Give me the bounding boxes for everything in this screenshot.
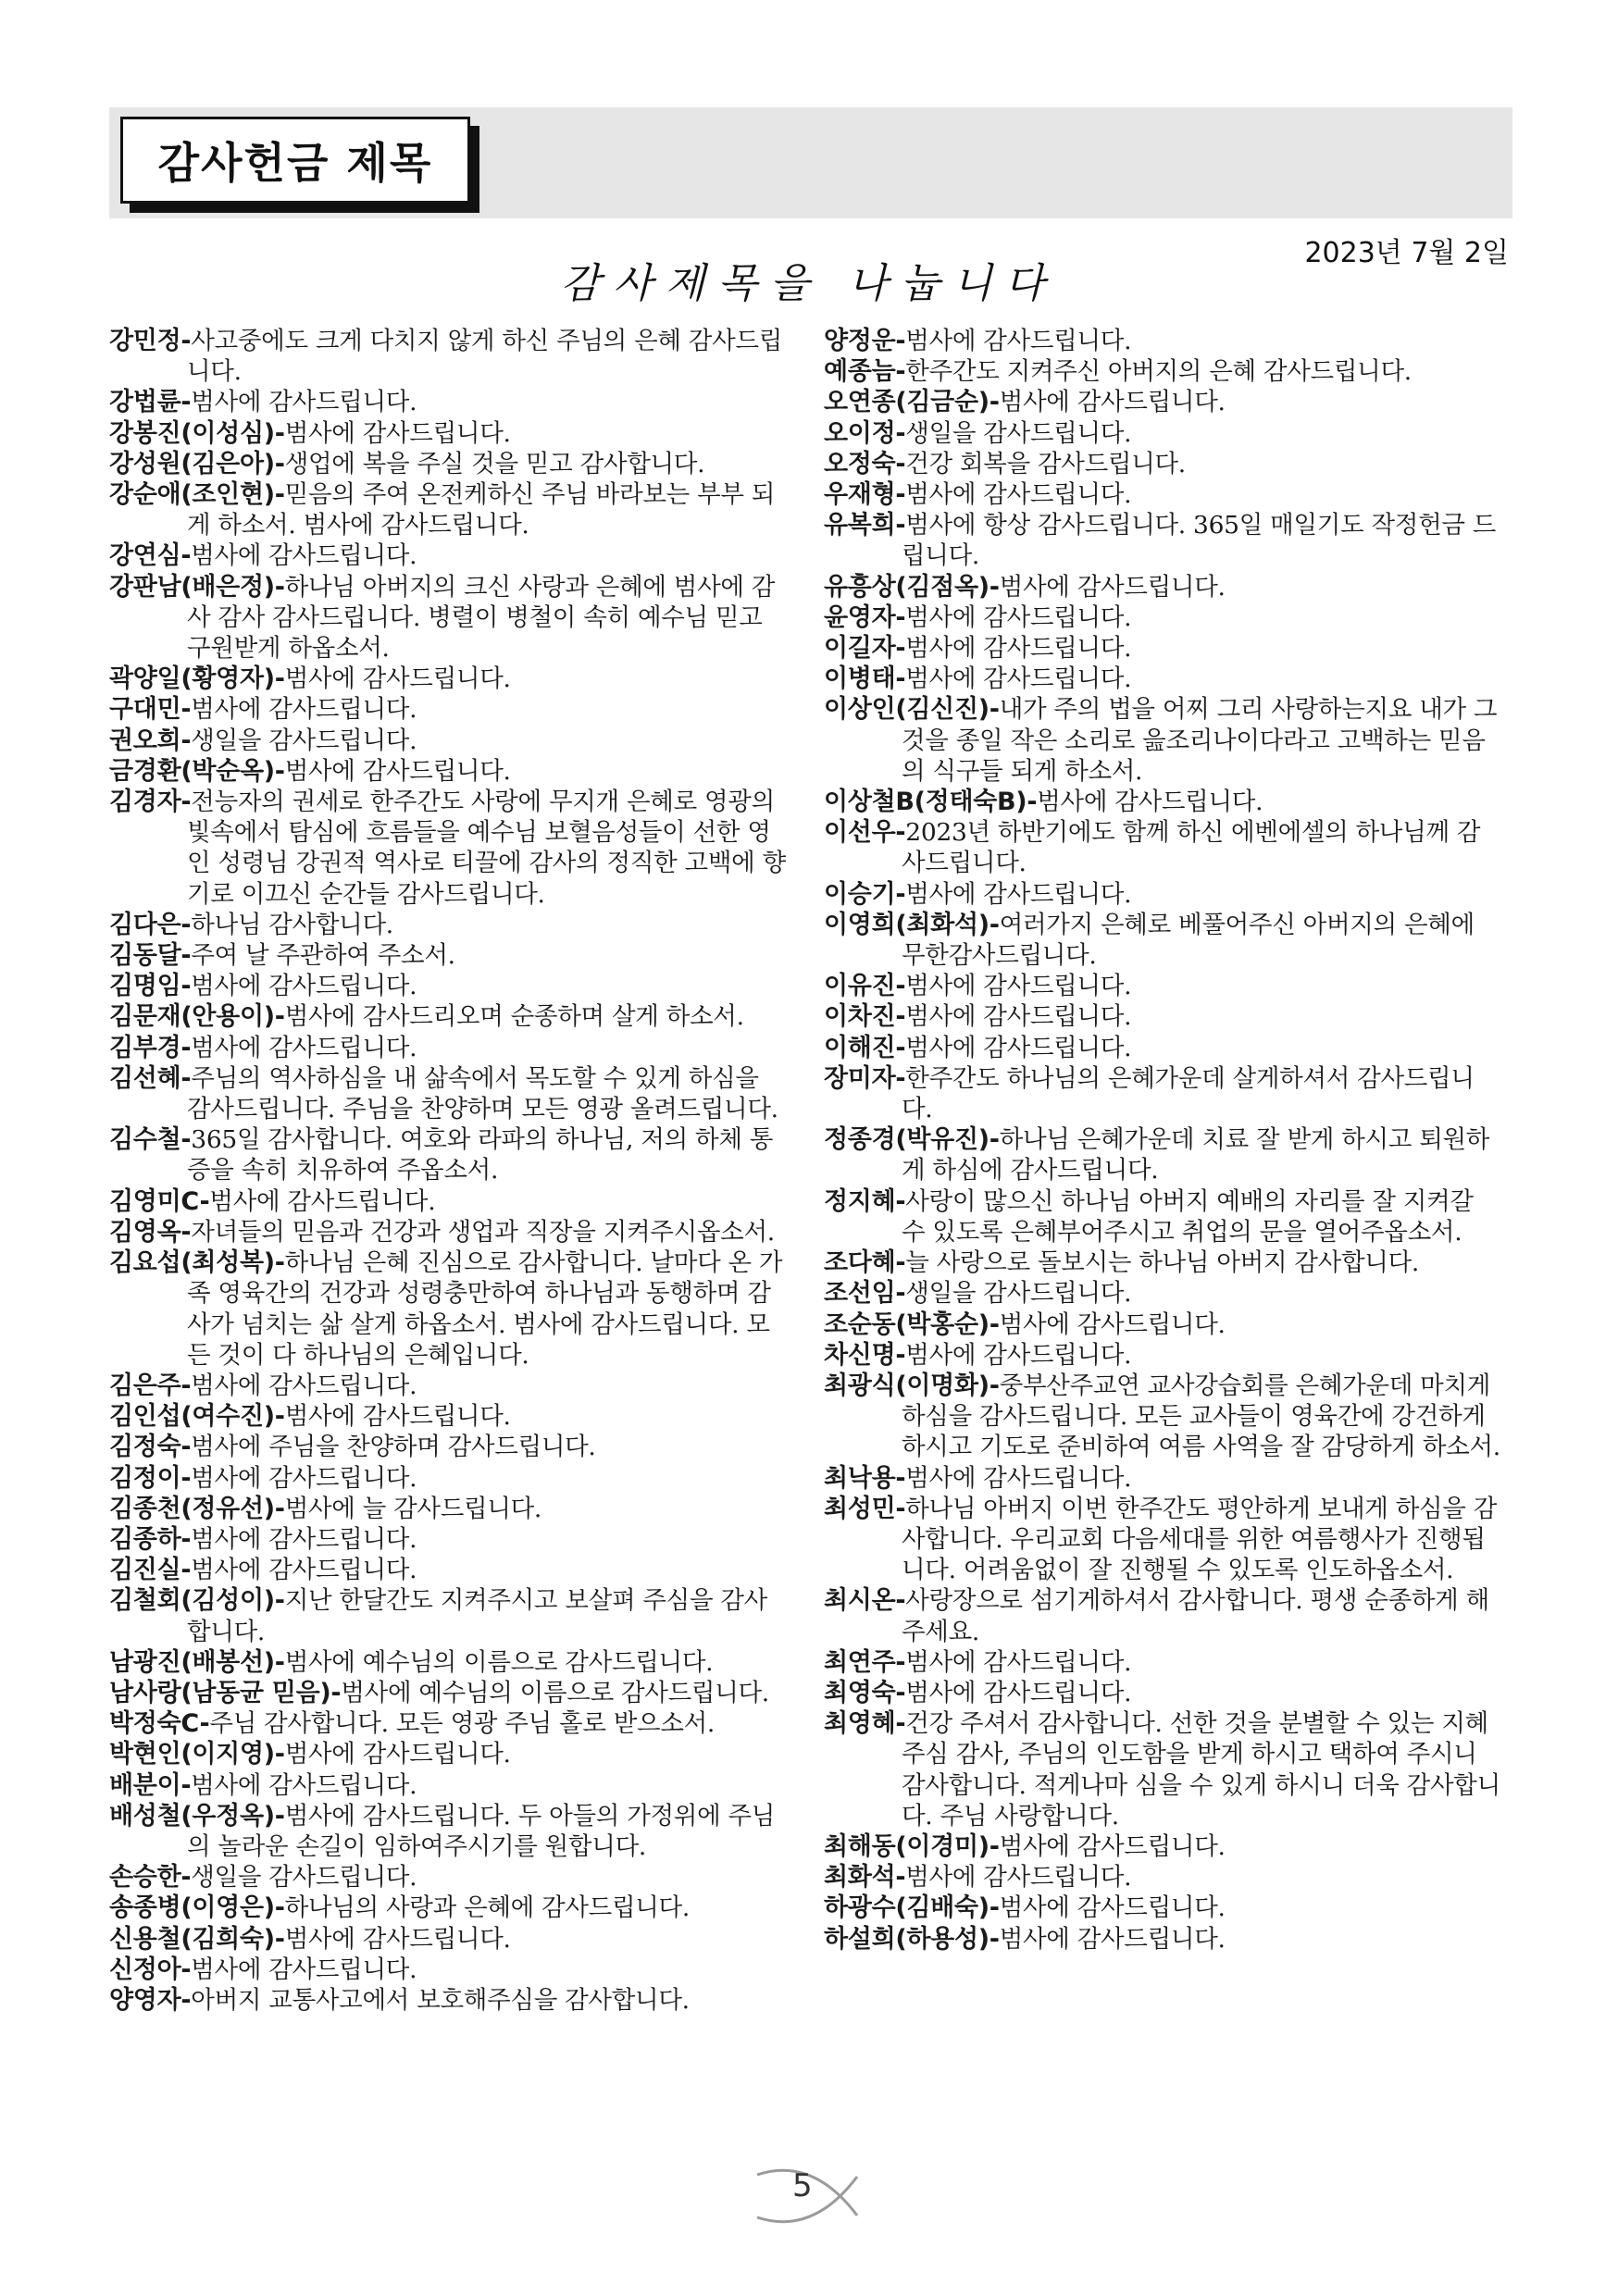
thanks-text: 범사에 감사드립니다. [999,1831,1226,1861]
donor-name: 이상철B(정태숙B)- [824,788,1038,817]
list-item [824,1585,1503,1646]
donor-name: 신용철(김희숙)- [109,1924,285,1954]
list-item [824,1924,1503,1955]
thanks-text: 범사에 감사드립니다. [284,756,511,786]
list-item [824,664,1503,694]
thanks-text: 하나님 감사합니다. [191,910,393,939]
thanks-text: 365일 감사합니다. 여호와 라파의 하나님, 저의 하체 통증을 속히 치유하여 주옵소서. [187,1125,774,1185]
donor-name: 오정숙- [824,449,906,478]
list-item [109,1063,789,1124]
list-item [109,572,789,664]
list-item [824,449,1503,479]
donor-name: 이차진- [824,1002,906,1032]
thanks-text: 하나님 아버지 이번 한주간도 평안하게 보내게 하심을 감사합니다. 우리교회 다음세대를 위한 여름행사가 진행됩니다. 어려움없이 잘 진행될 수 있도록 인도하옵소서. [902,1494,1498,1585]
donor-name: 조순동(박홍순)- [824,1309,1000,1339]
thanks-text: 범사에 감사드립니다. [905,634,1132,664]
list-item [824,1862,1503,1893]
donor-name: 유복희- [824,511,906,540]
donor-name: 곽양일(황영자)- [109,664,285,694]
donor-name: 이병태- [824,664,906,694]
list-item [109,418,789,449]
thanks-text: 범사에 감사드립니다. [999,1924,1226,1954]
thanks-text: 중부산주교연 교사강습회를 은혜가운데 마치게 하심을 감사드립니다. 모든 교사들이 영육간에 강건하게하시고 기도로 준비하여 여름 사역을 잘 감당하게 하소서. [902,1371,1500,1462]
thanks-text: 범사에 감사드립니다. [999,572,1226,602]
donor-name: 최화석- [824,1863,906,1893]
thanks-text: 범사에 감사드립니다. [209,1186,436,1216]
list-item [824,326,1503,356]
donor-name: 하광수(김배숙)- [824,1893,1000,1923]
donor-name: 이길자- [824,634,906,664]
donor-name: 김종하- [109,1524,192,1554]
thanks-text: 범사에 감사드립니다. [191,388,417,417]
list-item [109,449,789,479]
donor-name: 최시온- [824,1586,906,1616]
thanks-text: 내가 주의 법을 어찌 그리 사랑하는지요 내가 그것을 종일 작은 소리로 읊조리나이다라고 고백하는 믿음의 식구들 되게 하소서. [902,695,1498,786]
thanks-text: 범사에 예수님의 이름으로 감사드립니다. [284,1647,714,1677]
thanks-text: 생일을 감사드립니다. [905,418,1132,448]
list-item [824,817,1503,878]
donor-name: 차신명- [824,1340,906,1370]
donor-name: 최해동(이경미)- [824,1831,1000,1861]
thanks-text: 아버지 교통사고에서 보호해주심을 감사합니다. [191,1985,690,2015]
thanks-text: 주님 감사합니다. 모든 영광 주님 홀로 받으소서. [209,1709,716,1739]
list-item [824,1247,1503,1278]
thanks-text: 생업에 복을 주실 것을 믿고 감사합니다. [284,449,705,478]
list-item [824,1033,1503,1063]
thanks-text: 범사에 감사드립니다. [191,1463,417,1493]
donor-name: 김정이- [109,1463,192,1493]
list-item [109,1924,789,1955]
donor-name: 김부경- [109,1033,192,1062]
list-item [109,787,789,910]
donor-name: 윤영자- [824,602,906,632]
donor-name: 김영미C- [109,1186,210,1216]
donor-name: 최낙용- [824,1463,906,1493]
thanks-text: 범사에 감사드립니다. [905,664,1132,694]
donor-name: 김은주- [109,1371,192,1400]
thanks-text: 지난 한달간도 지켜주시고 보살펴 주심을 감사합니다. [187,1586,767,1646]
donor-name: 손승한- [109,1863,192,1893]
list-item [824,879,1503,910]
list-item [109,1647,789,1678]
donor-name: 남광진(배봉선)- [109,1647,285,1677]
list-item [109,1770,789,1801]
thanks-text: 범사에 감사드립니다. [905,1863,1132,1893]
list-item [109,1708,789,1739]
list-item [824,1494,1503,1586]
list-item [109,1893,789,1923]
donor-name: 우재형- [824,480,906,510]
donor-name: 강법륜- [109,388,192,417]
donor-name: 강민정- [109,327,192,355]
thanks-text: 범사에 예수님의 이름으로 감사드립니다. [341,1678,769,1707]
list-item [109,1678,789,1708]
list-item [824,1063,1503,1124]
list-item [109,1217,789,1247]
thanks-text: 범사에 감사드립니다. [191,695,417,725]
thanks-text: 하나님의 사랑과 은혜에 감사드립니다. [284,1893,690,1923]
donor-name: 강연심- [109,541,192,571]
list-item [109,1371,789,1401]
thanks-text: 범사에 감사드립니다. [191,1770,417,1800]
donor-name: 박현인(이지영)- [109,1740,285,1769]
donor-name: 강봉진(이성심)- [109,418,285,448]
thanks-text: 생일을 감사드립니다. [191,726,417,755]
list-item [824,1309,1503,1340]
thanks-text: 한주간도 하나님의 은혜가운데 살게하셔서 감사드립니다. [902,1063,1475,1124]
page-number: 5 [792,2167,813,2204]
donor-name: 김요섭(최성복)- [109,1248,285,1278]
list-item [109,1555,789,1585]
list-item [109,1247,789,1371]
thanks-text: 전능자의 권세로 한주간도 사랑에 무지개 은혜로 영광의 빛속에서 탐심에 흐름들을 예수님 보혈음성들이 선한 영인 성령님 강권적 역사로 티끌에 감사의 정직한 고백에 향기로 이끄신 순간들 감사드립니다. [187,788,786,909]
donor-name: 최영숙- [824,1678,906,1707]
donor-name: 김영옥- [109,1217,192,1247]
list-item [109,387,789,417]
thanks-text: 하나님 은혜 진심으로 감사합니다. 날마다 온 가족 영육간의 건강과 성령충만하여 하나님과 동행하며 감사가 넘치는 삶 살게 하옵소서. 범사에 감사드립니다. 모든 것이 다 하나님의 은혜입니다. [187,1248,783,1370]
left-column [109,326,789,2016]
thanks-text: 믿음의 주여 온전케하신 주님 바라보는 부부 되게 하소서. 범사에 감사드립니다. [187,480,776,540]
thanks-text: 범사에 감사드립니다. [905,1033,1132,1062]
page-title: 감사헌금 제목 [157,138,433,188]
list-item [824,418,1503,449]
list-item [109,1432,789,1462]
donor-name: 오연종(김금순)- [824,388,1000,417]
thanks-text: 건강 회복을 감사드립니다. [905,449,1186,478]
title-box [120,117,470,204]
thanks-text: 범사에 감사드립니다. [284,1402,511,1432]
list-item [109,479,789,540]
donor-name: 김경자- [109,788,192,817]
list-item [824,572,1503,602]
list-item [109,756,789,787]
list-item [824,1678,1503,1708]
list-item [109,1463,789,1494]
donor-name: 금경환(박순옥)- [109,756,285,786]
donor-name: 김문재(안용이)- [109,1002,285,1032]
donor-name: 하설희(하용성)- [824,1924,1000,1954]
list-item [824,1647,1503,1678]
donor-name: 신정아- [109,1955,192,1984]
thanks-text: 사랑장으로 섬기게하셔서 감사합니다. 평생 순종하게 해주세요. [902,1586,1489,1646]
thanks-text: 건강 주셔서 감사합니다. 선한 것을 분별할 수 있는 지혜주심 감사, 주님의 인도함을 받게 하시고 택하여 주시니 감사합니다. 적게나마 심을 수 있게 하시니 더욱 감사합니다. 주님 사랑합니다. [902,1709,1500,1831]
list-item [824,910,1503,971]
list-item [109,1801,789,1862]
donor-name: 최연주- [824,1647,906,1677]
thanks-text: 범사에 감사드립니다. [999,388,1226,417]
donor-name: 이선우- [824,818,906,848]
list-item [824,1001,1503,1032]
thanks-text: 범사에 감사드립니다. [905,327,1132,355]
list-item [109,940,789,971]
date: 2023년 7월 2일 [1304,237,1509,269]
donor-name: 김수철- [109,1125,192,1155]
thanks-text: 생일을 감사드립니다. [905,1279,1132,1309]
thanks-text: 하나님 은혜가운데 치료 잘 받게 하시고 퇴원하게 하심에 감사드립니다. [902,1125,1490,1185]
thanks-text: 범사에 감사드립니다. [905,1647,1132,1677]
right-column [824,326,1503,1955]
donor-name: 유흥상(김점옥)- [824,572,1000,602]
list-item [824,602,1503,633]
list-item [109,1524,789,1555]
donor-name: 권오희- [109,726,192,755]
list-item [109,1585,789,1646]
thanks-text: 범사에 늘 감사드립니다. [284,1494,542,1523]
donor-name: 양영자- [109,1985,192,2015]
list-item [109,726,789,756]
thanks-text: 주님의 역사하심을 내 삶속에서 목도할 수 있게 하심을 감사드립니다. 주님을 찬양하며 모든 영광 올려드립니다. [187,1063,778,1124]
thanks-text: 범사에 감사드립니다. [191,972,417,1001]
donor-name: 김선혜- [109,1063,192,1093]
list-item [109,1033,789,1063]
list-item [824,1340,1503,1371]
donor-name: 김철회(김성이)- [109,1586,285,1616]
donor-name: 최영혜- [824,1709,906,1739]
list-item [109,326,789,387]
donor-name: 배성철(우정옥)- [109,1801,285,1831]
donor-name: 이영희(최화석)- [824,910,1000,939]
donor-name: 조다혜- [824,1248,906,1278]
thanks-text: 범사에 감사드립니다. [905,879,1132,909]
thanks-text: 범사에 주님을 찬양하며 감사드립니다. [191,1433,596,1462]
donor-name: 이유진- [824,972,906,1001]
thanks-text: 범사에 감사드립니다. [905,1002,1132,1032]
thanks-text: 범사에 감사드립니다. [999,1893,1226,1923]
thanks-text: 여러가지 은혜로 베풀어주신 아버지의 은혜에 무한감사드립니다. [902,910,1475,971]
list-item [109,540,789,571]
donor-name: 김인섭(여수진)- [109,1402,285,1432]
donor-name: 남사랑(남동균 믿음)- [109,1678,342,1707]
list-item [109,1186,789,1217]
list-item [109,1862,789,1893]
list-item [109,971,789,1001]
thanks-text: 2023년 하반기에도 함께 하신 에벤에셀의 하나님께 감사드립니다. [902,818,1481,878]
list-item [824,510,1503,571]
thanks-text: 범사에 감사드립니다. [284,418,511,448]
list-item [109,1494,789,1524]
thanks-text: 범사에 감사드립니다. [284,1924,511,1954]
donor-name: 김진실- [109,1556,192,1585]
list-item [824,1124,1503,1185]
donor-name: 박정숙C- [109,1709,210,1739]
donor-name: 구대민- [109,695,192,725]
list-item [824,633,1503,664]
donor-name: 양정운- [824,327,906,355]
list-item [824,971,1503,1001]
list-item [824,479,1503,510]
thanks-text: 범사에 감사드립니다. [191,1524,417,1554]
donor-name: 장미자- [824,1063,906,1093]
thanks-text: 주여 날 주관하여 주소서. [191,941,455,971]
subtitle: 감사제목을 나눕니다 [560,260,1058,307]
donor-name: 강성원(김은아)- [109,449,285,478]
donor-name: 김동달- [109,941,192,971]
thanks-text: 한주간도 지켜주신 아버지의 은혜 감사드립니다. [905,357,1412,387]
thanks-text: 범사에 감사드립니다. [905,1340,1132,1370]
thanks-text: 범사에 감사드립니다. [999,1309,1226,1339]
list-item [824,1186,1503,1247]
list-item [824,356,1503,387]
list-item [109,694,789,725]
thanks-text: 사랑이 많으신 하나님 아버지 예배의 자리를 잘 지켜갈 수 있도록 은혜부어주시고 취업의 문을 열어주옵소서. [902,1186,1474,1247]
donor-name: 이해진- [824,1033,906,1062]
thanks-text: 범사에 감사드립니다. [191,1556,417,1585]
thanks-text: 범사에 감사드립니다. [905,1678,1132,1707]
list-item [824,1708,1503,1831]
thanks-text: 범사에 감사드립니다. [191,541,417,571]
thanks-text: 범사에 감사드립니다. [905,602,1132,632]
donor-name: 정지혜- [824,1186,906,1216]
donor-name: 조선임- [824,1279,906,1309]
list-item [824,1893,1503,1923]
list-item [824,1831,1503,1862]
thanks-text: 범사에 항상 감사드립니다. 365일 매일기도 작정헌금 드립니다. [902,511,1497,571]
list-item [824,694,1503,787]
thanks-text: 범사에 감사드리오며 순종하며 살게 하소서. [284,1002,744,1032]
thanks-text: 범사에 감사드립니다. [284,664,511,694]
thanks-text: 범사에 감사드립니다. [191,1955,417,1984]
list-item [824,1371,1503,1463]
donor-name: 정종경(박유진)- [824,1125,1000,1155]
donor-name: 강순애(조인현)- [109,480,285,510]
list-item [109,1955,789,1985]
list-item [109,1739,789,1769]
thanks-text: 범사에 감사드립니다. 두 아들의 가정위에 주님의 놀라운 손길이 임하여주시기를 원합니다. [187,1801,776,1861]
donor-name: 김정숙- [109,1433,192,1462]
list-item [824,1463,1503,1494]
list-item [109,910,789,940]
list-item [109,664,789,694]
thanks-text: 범사에 감사드립니다. [191,1033,417,1062]
thanks-text: 생일을 감사드립니다. [191,1863,417,1893]
thanks-text: 늘 사랑으로 돌보시는 하나님 아버지 감사합니다. [905,1248,1419,1278]
donor-name: 이승기- [824,879,906,909]
donor-name: 강판남(배은정)- [109,572,285,602]
fish-icon [748,2164,877,2228]
list-item [824,387,1503,417]
donor-name: 이상인(김신진)- [824,695,1000,725]
donor-name: 예종늠- [824,357,906,387]
thanks-text: 자녀들의 믿음과 건강과 생업과 직장을 지켜주시옵소서. [191,1217,775,1247]
list-item [109,1001,789,1032]
donor-name: 김다은- [109,910,192,939]
list-item [109,1401,789,1432]
thanks-text: 범사에 감사드립니다. [191,1371,417,1400]
thanks-text: 하나님 아버지의 크신 사랑과 은혜에 범사에 감사 감사 감사드립니다. 병렬이 병철이 속히 예수님 믿고 구원받게 하옵소서. [187,572,776,664]
donor-name: 송종병(이영은)- [109,1893,285,1923]
thanks-text: 범사에 감사드립니다. [284,1740,511,1769]
donor-name: 최광식(이명화)- [824,1371,1000,1400]
list-item [109,1985,789,2016]
donor-name: 김명임- [109,972,192,1001]
list-item [109,1124,789,1185]
thanks-text: 사고중에도 크게 다치지 않게 하신 주님의 은혜 감사드립니다. [187,327,783,387]
donor-name: 최성민- [824,1494,906,1523]
list-item [824,1278,1503,1309]
thanks-text: 범사에 감사드립니다. [905,480,1132,510]
thanks-text: 범사에 감사드립니다. [1037,788,1263,817]
thanks-text: 범사에 감사드립니다. [905,972,1132,1001]
list-item [824,787,1503,817]
donor-name: 배분이- [109,1770,192,1800]
donor-name: 오이정- [824,418,906,448]
thanks-text: 범사에 감사드립니다. [905,1463,1132,1493]
donor-name: 김종천(정유선)- [109,1494,285,1523]
